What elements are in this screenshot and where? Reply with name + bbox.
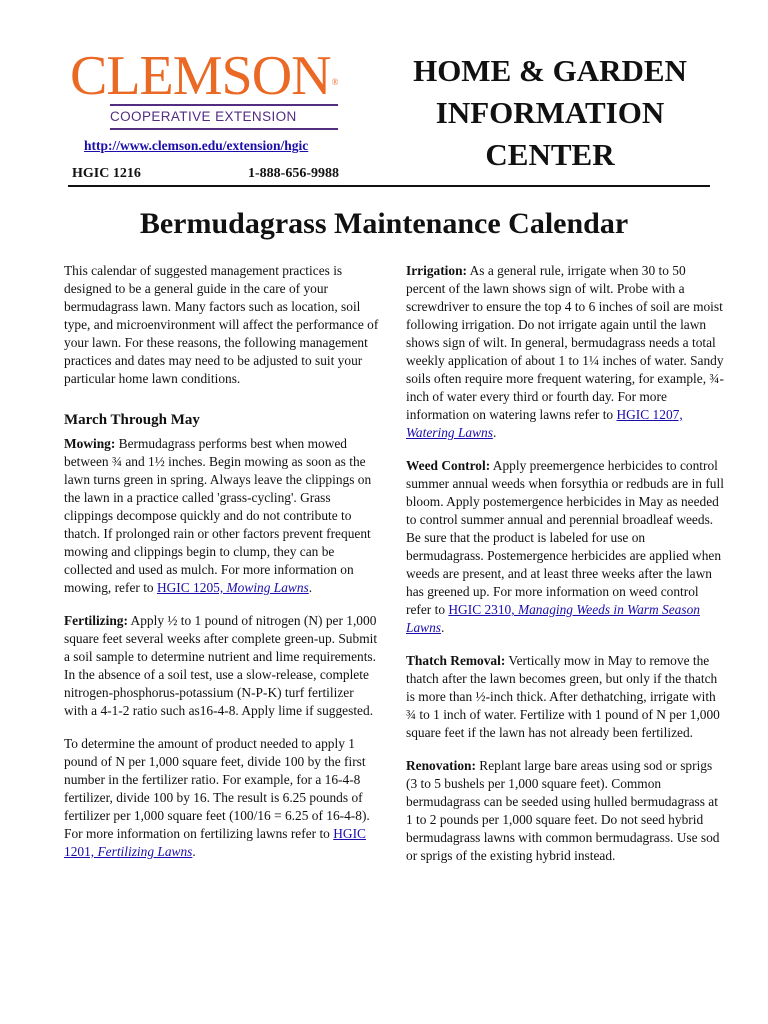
page-title: Bermudagrass Maintenance Calendar [139,207,629,240]
center-title-line-2: INFORMATION [435,95,665,130]
header-rule [68,185,710,187]
irrigation-label: Irrigation: [406,263,467,278]
thatch-removal-paragraph: Thatch Removal: Vertically mow in May to remove the thatch after the lawn becomes green, but only if the thatch is more than ½-inch thick. After dethatching, irrigate with ¾ to 1 inch of water. Fertilize with 1 pound of N per 1,000 square feet if the lawn has not already been fertilized. [406,653,720,740]
extension-url-link[interactable]: http://www.clemson.edu/extension/hgic [84,138,309,153]
fertilizing-lawns-link[interactable]: HGIC 1201, Fertilizing Lawns [64,826,366,859]
renovation-paragraph: Renovation: Replant large bare areas using sod or sprigs (3 to 5 bushels per 1,000 square feet). Common bermudagrass can be seeded using hulled bermudagrass at 1 to 2 pounds per 1,000 square feet. Do not seed hybrid bermudagrass lawns with common bermudagrass. Use sod or sprigs of the existing hybrid instead. [406,758,720,863]
mowing-paragraph: Mowing: Bermudagrass performs best when mowed between ¾ and 1½ inches. Begin mowing as soon as the lawn turns green in spring. Always leave the clippings on the lawn in a practice called 'grass-cycling'. Grass clippings decompose quickly and do not contribute to thatch. If prolonged rain or other factors prevent frequent mowing and clippings begin to clump, they can be collected and used as mulch. For more information on mowing, refer to HGIC 1205, Mowing Lawns. [64,436,372,595]
phone-number: 1-888-656-9988 [248,166,339,181]
clemson-logo [70,45,350,130]
intro-paragraph: This calendar of suggested management practices is designed to be a general guide in the care of your bermudagrass lawn. Many factors such as location, soil type, and microenvironment will affect the performance of your lawn. For these reasons, the following management practices and dates may need to be adjusted to suit your particular home lawn conditions. [64,263,379,386]
section-heading: March Through May [64,412,200,428]
logo-subtitle: COOPERATIVE EXTENSION [110,109,297,124]
managing-weeds-link[interactable]: HGIC 2310, Managing Weeds in Warm Season Lawns [406,602,700,635]
registered-mark: ® [331,77,338,87]
mowing-lawns-link[interactable]: HGIC 1205, Mowing Lawns [156,580,309,595]
center-title-line-3: CENTER [485,137,615,172]
mowing-label: Mowing: [64,436,116,451]
fertilizing-paragraph: Fertilizing: Apply ½ to 1 pound of nitrogen (N) per 1,000 square feet several weeks after complete green-up. Submit a soil sample to determine nutrient and lime requirements. In the absence of a soil test, use a slow-release, complete nitrogen-phosphorus-potassium (N-P-K) turf fertilizer with a 4-1-2 ratio such as16-4-8. Apply lime if suggested. [64,613,378,718]
logo-wordmark: CLEMSON® [70,45,338,107]
renovation-label: Renovation: [406,758,476,773]
center-title [395,50,705,176]
weed-control-paragraph: Weed Control: Apply preemergence herbicides to control summer annual weeds when forsythia or redbuds are in full bloom. Apply postemergence herbicides in May as needed to control summer annual and perennial broadleaf weeds. Be sure that the product is labeled for use on bermudagrass. Postemergence herbicides are applied when weeds are present, and at least three weeks after the lawn has greened up. For more information on weed control refer to HGIC 2310, Managing Weeds in Warm Season Lawns. [406,458,724,635]
fertilizer-calculation-paragraph: To determine the amount of product needed to apply 1 pound of N per 1,000 square feet, divide 100 by the first number in the fertilizer ratio. For example, for a 16-4-8 fertilizer, divide 100 by 16. The result is 6.25 pounds of fertilizer per 1,000 square feet (100/16 = 6.25 of 16-4-8). For more information on fertilizing lawns refer to HGIC 1201, Fertilizing Lawns. [64,736,370,859]
left-column [64,262,380,876]
fertilizing-label: Fertilizing: [64,613,128,628]
center-title-line-1: HOME & GARDEN [413,53,687,88]
weed-control-label: Weed Control: [406,458,491,473]
right-column [406,262,724,880]
watering-lawns-link[interactable]: HGIC 1207, Watering Lawns [406,407,683,440]
document-code: HGIC 1216 [72,166,141,181]
logo-divider-bottom [110,128,338,130]
irrigation-paragraph: Irrigation: As a general rule, irrigate when 30 to 50 percent of the lawn shows sign of wilt. Probe with a screwdriver to ensure the top 4 to 6 inches of soil are moist following irrigation. Do not irrigate again until the lawn shows sign of wilt. In general, bermudagrass needs a total weekly application of about 1 to 1¼ inches of water. Sandy soils often require more frequent watering, for example, ¾-inch of water every third or fourth day. For more information on watering lawns refer to HGIC 1207, Watering Lawns. [406,263,724,440]
thatch-removal-label: Thatch Removal: [406,653,506,668]
